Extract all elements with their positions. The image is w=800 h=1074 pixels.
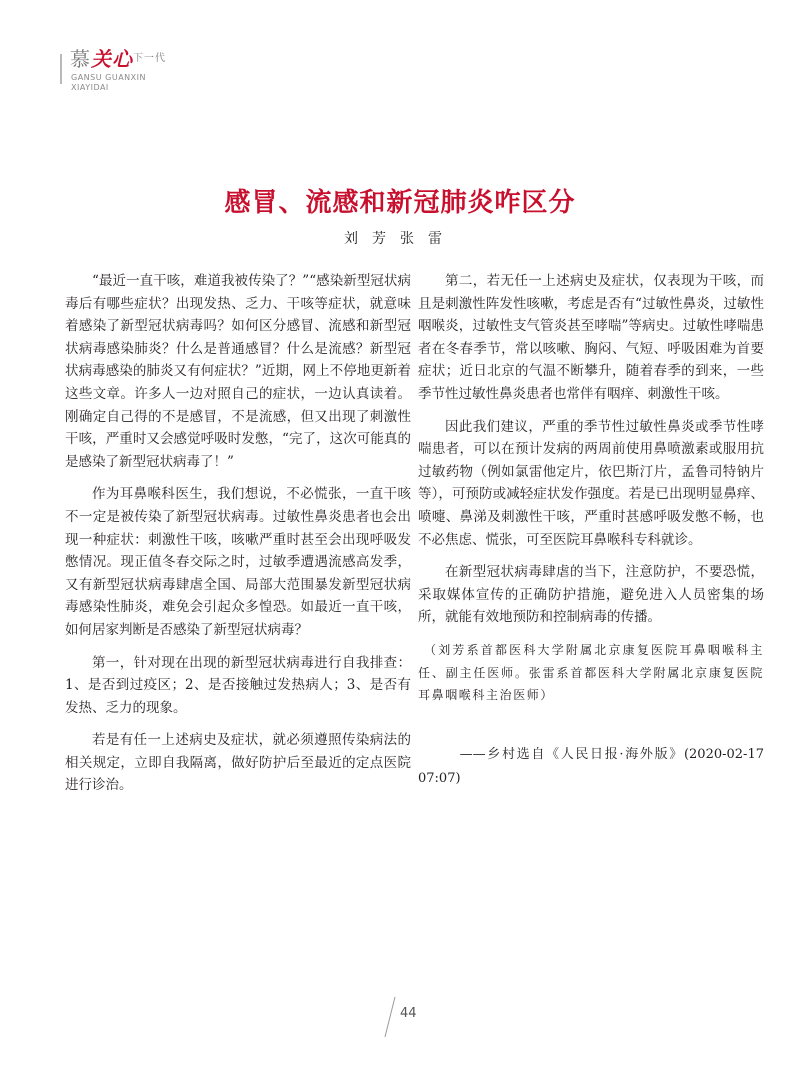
masthead-english-line-1: GANSU GUANXIN (71, 73, 146, 82)
logo-text-2: 关心 (91, 47, 133, 71)
paragraph: 第一，针对现在出现的新型冠状病毒进行自我排查：1、是否到过疫区；2、是否接触过发热病人；3、是否有发热、乏力的现象。 (65, 654, 411, 716)
masthead-divider (60, 54, 62, 84)
masthead (52, 40, 212, 100)
right-column (418, 270, 764, 791)
footer-slash (384, 995, 396, 1039)
paragraph: 作为耳鼻喉科医生，我们想说，不必慌张，一直干咳不一定是被传染了新型冠状病毒。过敏性鼻炎患者也会出现一种症状：刺激性干咳，咳嗽严重时甚至会出现呼吸发憋情况。现正值冬春交际之时，过敏季遭遇流感高发季，又有新型冠状病毒肆虐全国、局部大范围暴发新型冠状病毒感染性肺炎，难免会引起众多惶恐。如最近一直干咳，如何居家判断是否感染了新型冠状病毒？ (65, 486, 411, 638)
page-number: 44 (400, 1006, 417, 1021)
paragraph: 第二，若无任一上述病史及症状，仅表现为干咳，而且是刺激性阵发性咳嗽，考虑是否有“过敏性鼻炎，过敏性咽喉炎，过敏性支气管炎甚至哮喘”等病史。过敏性哮喘患者在冬春季节，常以咳嗽、胸闷、气短、呼吸困难为首要症状；近日北京的气温不断攀升，随着春季的到来，一些季节性过敏性鼻炎患者也常伴有咽痒、刺激性干咳。 (418, 273, 764, 402)
paragraph: 因此我们建议，严重的季节性过敏性鼻炎或季节性哮喘患者，可以在预计发病的两周前使用鼻喷激素或服用抗过敏药物（例如氯雷他定片，依巴斯汀片，孟鲁司特钠片等），可预防或减轻症状发作强度。若是已出现明显鼻痒、喷嚏、鼻涕及刺激性干咳，严重时甚感呼吸发憋不畅，也不必焦虑、慌张，可至医院耳鼻喉科专科就诊。 (418, 418, 764, 548)
paragraph: 若是有任一上述病史及症状，就必须遵照传染病法的相关规定，立即自我隔离，做好防护后至最近的定点医院进行诊治。 (65, 732, 411, 794)
author-note: （刘芳系首都医科大学附属北京康复医院耳鼻咽喉科主任、副主任医师。张雷系首都医科大学附属北京康复医院耳鼻咽喉科主治医师） (418, 642, 764, 703)
source-citation: ——乡村选自《人民日报·海外版》(2020-02-17 07:07) (418, 746, 764, 786)
paragraph: 在新型冠状病毒肆虐的当下，注意防护，不要恐慌，采取媒体宣传的正确防护措施，避免进入人员密集的场所，就能有效地预防和控制病毒的传播。 (418, 564, 764, 626)
paragraph: “最近一直干咳，难道我被传染了？”“感染新型冠状病毒后有哪些症状？出现发热、乏力、干咳等症状，就意味着感染了新型冠状病毒吗？如何区分感冒、流感和新型冠状病毒感染肺炎？什么是普通感冒？什么是流感？新型冠状病毒感染的肺炎又有何症状？”近期，网上不停地更新着这些文章。许多人一边对照自己的症状，一边认真读着。刚确定自己得的不是感冒，不是流感，但又出现了刺激性干咳，严重时又会感觉呼吸时发憋，“完了，这次可能真的是感染了新型冠状病毒了！” (65, 273, 411, 470)
logo-text-1: 慕 (70, 47, 91, 71)
masthead-english-line-2: XIAYIDAI (71, 83, 109, 92)
masthead-logo (70, 46, 166, 72)
left-column (65, 270, 411, 807)
article-authors: 刘芳张雷 (344, 231, 456, 247)
article-title: 感冒、流感和新冠肺炎咋区分 (224, 188, 576, 218)
masthead-english (71, 73, 146, 93)
logo-text-3: 下一代 (133, 53, 166, 64)
